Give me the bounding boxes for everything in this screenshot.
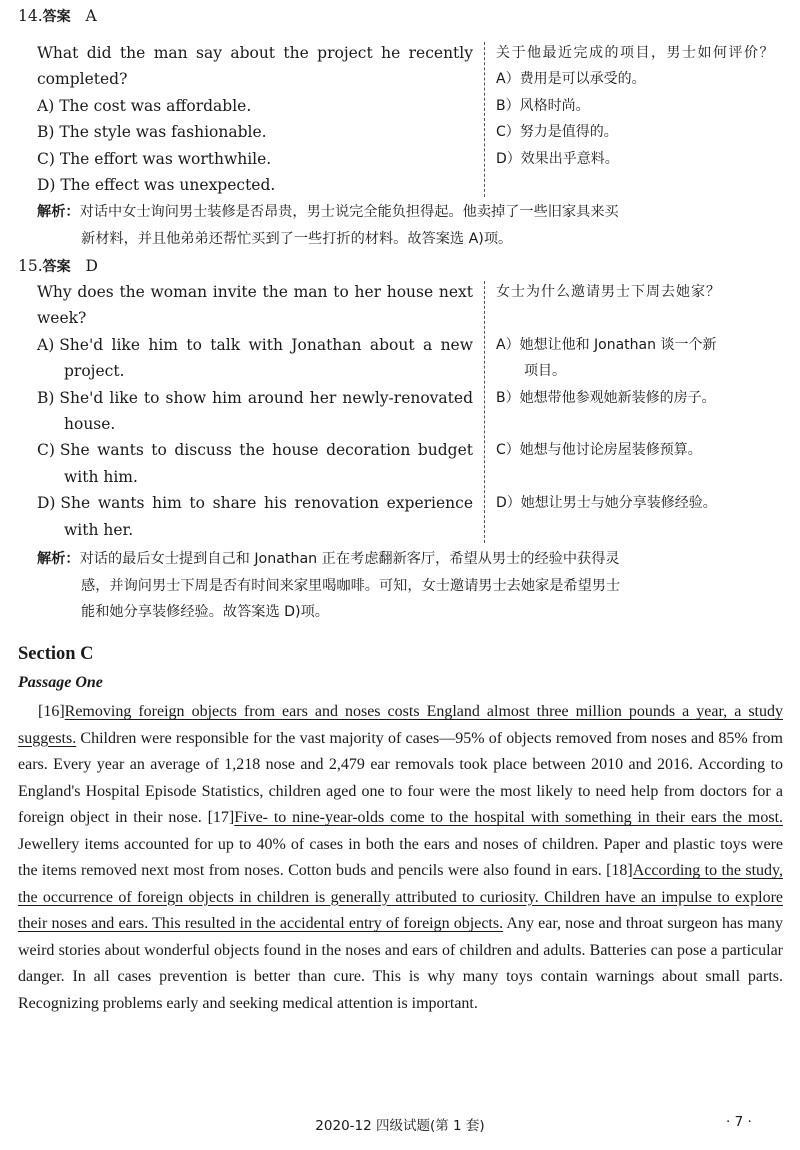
q15-option-b-zh: B） 她想带他参观她新装修的房子。: [496, 389, 716, 406]
q14-option-b-zh: B） 风格时尚。: [496, 97, 590, 114]
q15-header: [18, 256, 98, 276]
q15-option-a-zh: A） 她想让他和 Jonathan 谈一个新 项目。: [496, 336, 717, 380]
q15-analysis-line3: 能和她分享装修经验。故答案选 D)项。: [81, 604, 329, 621]
passage-underlined-18: According to the study, the occurrence of foreign objects in children is generally attributed to curiosity. Children have an impulse to explore their noses and ears. This resulted in the accidental entry of foreign objects.: [18, 862, 784, 932]
q14-option-c: C) The effort was worthwhile.: [37, 149, 272, 168]
q14-divider: [484, 42, 485, 197]
passage-title: Passage One: [18, 674, 103, 691]
q15-divider: [484, 281, 485, 543]
q14-option-a-zh: A） 费用是可以承受的。: [496, 71, 646, 88]
q15-question-en: Why does the woman invite the man to her house next week?: [37, 283, 473, 328]
q15-answer: D: [85, 257, 98, 275]
q14-option-d-zh: D） 效果出乎意料。: [496, 150, 619, 167]
q14-option-a: A) The cost was affordable.: [37, 96, 252, 115]
passage-segment-3: Jewellery items accounted for up to 40% of cases in both the ears and noses of children. Paper and plastic toys were the items removed next most from noses. Cotton buds and pencils were also found in ears. [18]: [18, 835, 783, 879]
q14-option-b: B) The style was fashionable.: [37, 123, 267, 142]
q15-analysis: [37, 546, 785, 626]
passage-underlined-16: Removing foreign objects from ears and noses costs England almost three million pounds a year, a study suggests.: [18, 703, 783, 747]
q14-analysis-line1: 对话中女士询问男士装修是否昂贵，男士说完全能负担得起。他卖掉了一些旧家具来买: [79, 204, 619, 220]
q15-analysis-line1: 对话的最后女士提到自己和 Jonathan 正在考虑翻新客厅，希望从男士的经验中获得灵: [79, 551, 620, 567]
q15-chinese-column: [496, 279, 788, 543]
q15-question-zh: 女士为什么邀请男士下周去她家？: [496, 284, 721, 300]
q14-chinese-column: [496, 40, 788, 172]
section-title: Section C: [18, 644, 94, 664]
passage-segment-1: [16]: [38, 703, 65, 720]
q14-analysis-label: 解析：: [37, 204, 80, 220]
q14-number: 14.: [18, 7, 43, 25]
passage-body: [18, 699, 783, 1017]
q14-option-c-zh: C） 努力是值得的。: [496, 124, 618, 141]
passage-underlined-17: Five- to nine-year-olds come to the hospital with something in their ears the most.: [234, 809, 784, 826]
q15-number: 15.: [18, 257, 43, 275]
q14-answer: A: [85, 7, 97, 25]
q14-question-zh: 关于他最近完成的项目，男士如何评价？: [496, 45, 775, 61]
q15-english-column: [37, 279, 473, 543]
q14-analysis-line2: 新材料，并且他弟弟还帮忙买到了一些打折的材料。故答案选 A)项。: [81, 230, 513, 247]
q15-answer-label: 答案: [42, 259, 71, 275]
q15-option-b: B) She'd like to show him around her newly-renovated house.: [37, 388, 473, 434]
q14-analysis: [37, 199, 785, 252]
q15-option-d-zh: D） 她想让男士与她分享装修经验。: [496, 495, 717, 512]
q14-header: [18, 6, 97, 26]
q14-option-d: D) The effect was unexpected.: [37, 176, 276, 195]
q15-option-d: D) She wants him to share his renovation experience with her.: [37, 494, 473, 539]
passage-segment-2: Children were responsible for the vast majority of cases—95% of objects removed from noses and 85% from ears. Every year an average of 1,218 nose and 2,479 ear removals took place between 2010 and 2016. According to England's Hospital Episode Statistics, children aged one to four were the most likely to need help from doctors for a foreign object in their nose. [17]: [18, 729, 783, 826]
q14-question-en: What did the man say about the project he recently completed?: [37, 44, 473, 89]
passage-segment-4: Any ear, nose and throat surgeon has many weird stories about wonderful objects found in the noses and ears of children and adults. Batteries can pose a particular danger. In all cases prevention is better than cure. This is why many toys contain warnings about small parts. Recognizing problems early and seeking medical attention is important.: [18, 915, 783, 1012]
page-number: · 7 ·: [726, 1114, 752, 1130]
footer-title: 2020-12 四级试题(第 1 套): [315, 1118, 485, 1134]
q15-analysis-line2: 感，并询问男士下周是否有时间来家里喝咖啡。可知，女士邀请男士去她家是希望男士: [81, 577, 621, 594]
q14-answer-label: 答案: [42, 9, 71, 25]
q15-analysis-label: 解析：: [37, 551, 80, 567]
q15-option-a: A) She'd like him to talk with Jonathan about a new project.: [37, 335, 473, 381]
q14-english-column: [37, 40, 473, 198]
q15-option-c-zh: C） 她想与他讨论房屋装修预算。: [496, 442, 702, 459]
q15-option-c: C) She wants to discuss the house decoration budget with him.: [37, 441, 473, 486]
